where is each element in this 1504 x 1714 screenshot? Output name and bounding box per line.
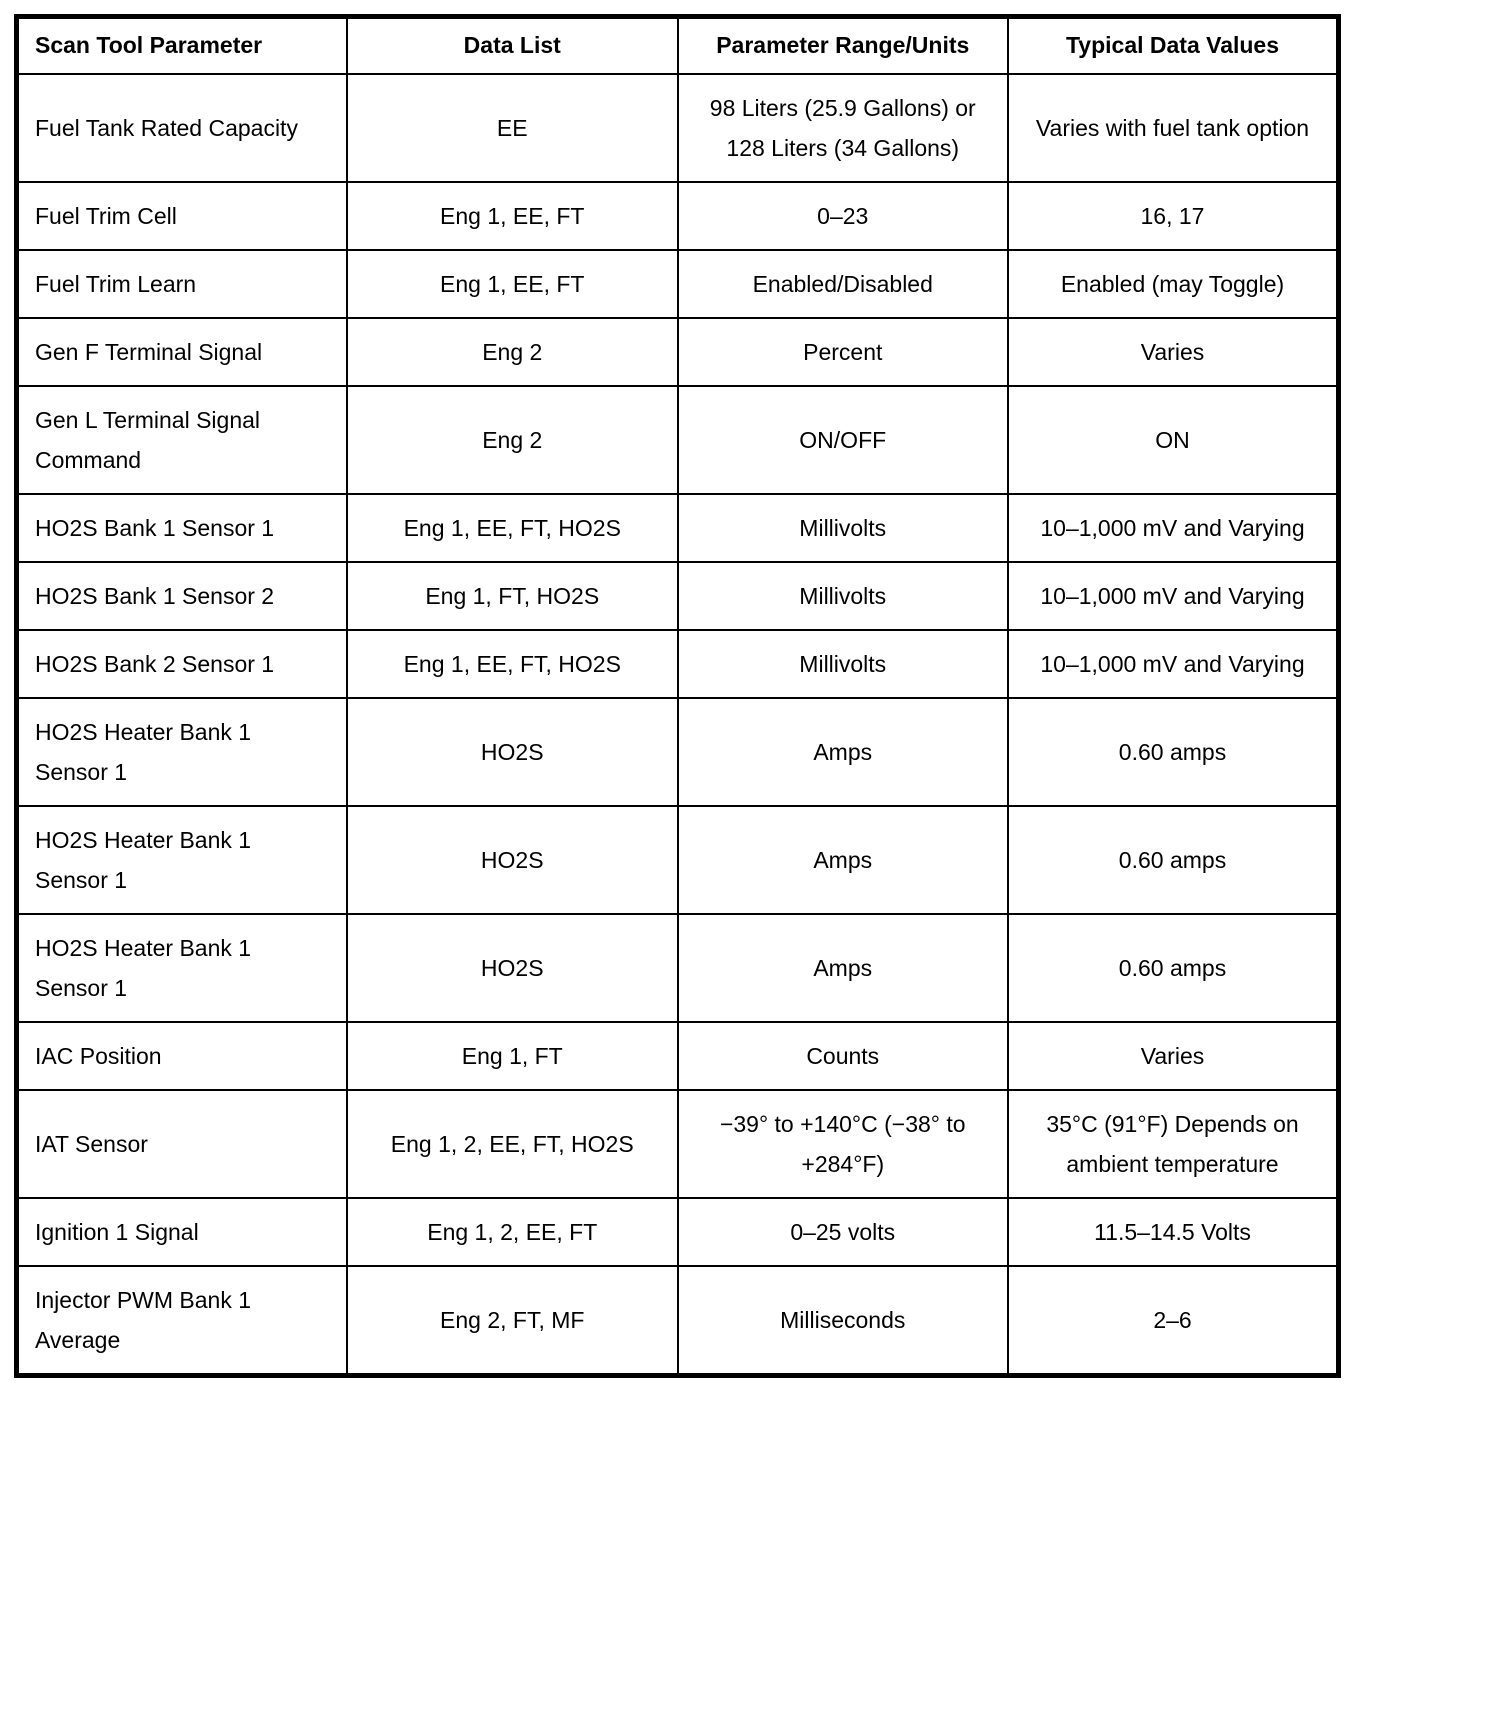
cell-range-units: Amps xyxy=(678,806,1009,914)
cell-range-units: ON/OFF xyxy=(678,386,1009,494)
cell-parameter: HO2S Bank 2 Sensor 1 xyxy=(17,630,348,698)
cell-typical-values: Varies xyxy=(1008,318,1339,386)
cell-parameter: IAT Sensor xyxy=(17,1090,348,1198)
cell-parameter: HO2S Bank 1 Sensor 2 xyxy=(17,562,348,630)
cell-data-list: HO2S xyxy=(347,806,678,914)
table-row xyxy=(17,1022,1339,1090)
cell-typical-values: Enabled (may Toggle) xyxy=(1008,250,1339,318)
header-parameter-range-units: Parameter Range/Units xyxy=(678,17,1009,74)
table-row xyxy=(17,562,1339,630)
cell-range-units: −39° to +140°C (−38° to +284°F) xyxy=(678,1090,1009,1198)
cell-parameter: Ignition 1 Signal xyxy=(17,1198,348,1266)
table-body xyxy=(17,74,1339,1376)
cell-data-list: Eng 1, EE, FT, HO2S xyxy=(347,494,678,562)
table-row xyxy=(17,318,1339,386)
cell-range-units: Millivolts xyxy=(678,562,1009,630)
cell-range-units: Percent xyxy=(678,318,1009,386)
cell-data-list: Eng 1, EE, FT xyxy=(347,250,678,318)
cell-range-units: Amps xyxy=(678,698,1009,806)
cell-data-list: Eng 2, FT, MF xyxy=(347,1266,678,1376)
table-row xyxy=(17,914,1339,1022)
cell-typical-values: 11.5–14.5 Volts xyxy=(1008,1198,1339,1266)
cell-data-list: Eng 1, EE, FT xyxy=(347,182,678,250)
cell-typical-values: 0.60 amps xyxy=(1008,806,1339,914)
table-row xyxy=(17,386,1339,494)
cell-parameter: HO2S Heater Bank 1 Sensor 1 xyxy=(17,914,348,1022)
table-row xyxy=(17,1090,1339,1198)
table-row xyxy=(17,630,1339,698)
table-row xyxy=(17,806,1339,914)
cell-parameter: Injector PWM Bank 1 Average xyxy=(17,1266,348,1376)
cell-parameter: Fuel Trim Cell xyxy=(17,182,348,250)
cell-typical-values: 2–6 xyxy=(1008,1266,1339,1376)
table-row xyxy=(17,74,1339,182)
table-row xyxy=(17,1198,1339,1266)
cell-typical-values: 10–1,000 mV and Varying xyxy=(1008,562,1339,630)
cell-typical-values: Varies xyxy=(1008,1022,1339,1090)
table-row xyxy=(17,698,1339,806)
cell-data-list: Eng 1, FT xyxy=(347,1022,678,1090)
header-data-list: Data List xyxy=(347,17,678,74)
cell-data-list: HO2S xyxy=(347,698,678,806)
cell-parameter: HO2S Bank 1 Sensor 1 xyxy=(17,494,348,562)
cell-parameter: Gen L Terminal Signal Command xyxy=(17,386,348,494)
cell-typical-values: 0.60 amps xyxy=(1008,914,1339,1022)
cell-parameter: HO2S Heater Bank 1 Sensor 1 xyxy=(17,806,348,914)
cell-typical-values: ON xyxy=(1008,386,1339,494)
cell-typical-values: 10–1,000 mV and Varying xyxy=(1008,494,1339,562)
cell-data-list: Eng 1, EE, FT, HO2S xyxy=(347,630,678,698)
cell-typical-values: 16, 17 xyxy=(1008,182,1339,250)
scan-tool-parameter-table xyxy=(14,14,1341,1378)
header-row xyxy=(17,17,1339,74)
cell-parameter: Gen F Terminal Signal xyxy=(17,318,348,386)
cell-parameter: Fuel Tank Rated Capacity xyxy=(17,74,348,182)
cell-range-units: Enabled/Disabled xyxy=(678,250,1009,318)
cell-range-units: Amps xyxy=(678,914,1009,1022)
cell-range-units: 0–23 xyxy=(678,182,1009,250)
cell-data-list: EE xyxy=(347,74,678,182)
cell-parameter: Fuel Trim Learn xyxy=(17,250,348,318)
table-row xyxy=(17,182,1339,250)
cell-typical-values: 35°C (91°F) Depends on ambient temperature xyxy=(1008,1090,1339,1198)
cell-data-list: Eng 2 xyxy=(347,318,678,386)
cell-data-list: HO2S xyxy=(347,914,678,1022)
cell-data-list: Eng 2 xyxy=(347,386,678,494)
cell-range-units: Millivolts xyxy=(678,494,1009,562)
cell-typical-values: 10–1,000 mV and Varying xyxy=(1008,630,1339,698)
table-row xyxy=(17,250,1339,318)
cell-parameter: HO2S Heater Bank 1 Sensor 1 xyxy=(17,698,348,806)
cell-range-units: Counts xyxy=(678,1022,1009,1090)
cell-parameter: IAC Position xyxy=(17,1022,348,1090)
cell-range-units: Milliseconds xyxy=(678,1266,1009,1376)
header-typical-data-values: Typical Data Values xyxy=(1008,17,1339,74)
table-row xyxy=(17,494,1339,562)
cell-data-list: Eng 1, 2, EE, FT xyxy=(347,1198,678,1266)
cell-data-list: Eng 1, FT, HO2S xyxy=(347,562,678,630)
table-row xyxy=(17,1266,1339,1376)
cell-typical-values: 0.60 amps xyxy=(1008,698,1339,806)
cell-data-list: Eng 1, 2, EE, FT, HO2S xyxy=(347,1090,678,1198)
header-scan-tool-parameter: Scan Tool Parameter xyxy=(17,17,348,74)
cell-typical-values: Varies with fuel tank option xyxy=(1008,74,1339,182)
cell-range-units: 98 Liters (25.9 Gallons) or 128 Liters (34 Gallons) xyxy=(678,74,1009,182)
cell-range-units: Millivolts xyxy=(678,630,1009,698)
cell-range-units: 0–25 volts xyxy=(678,1198,1009,1266)
